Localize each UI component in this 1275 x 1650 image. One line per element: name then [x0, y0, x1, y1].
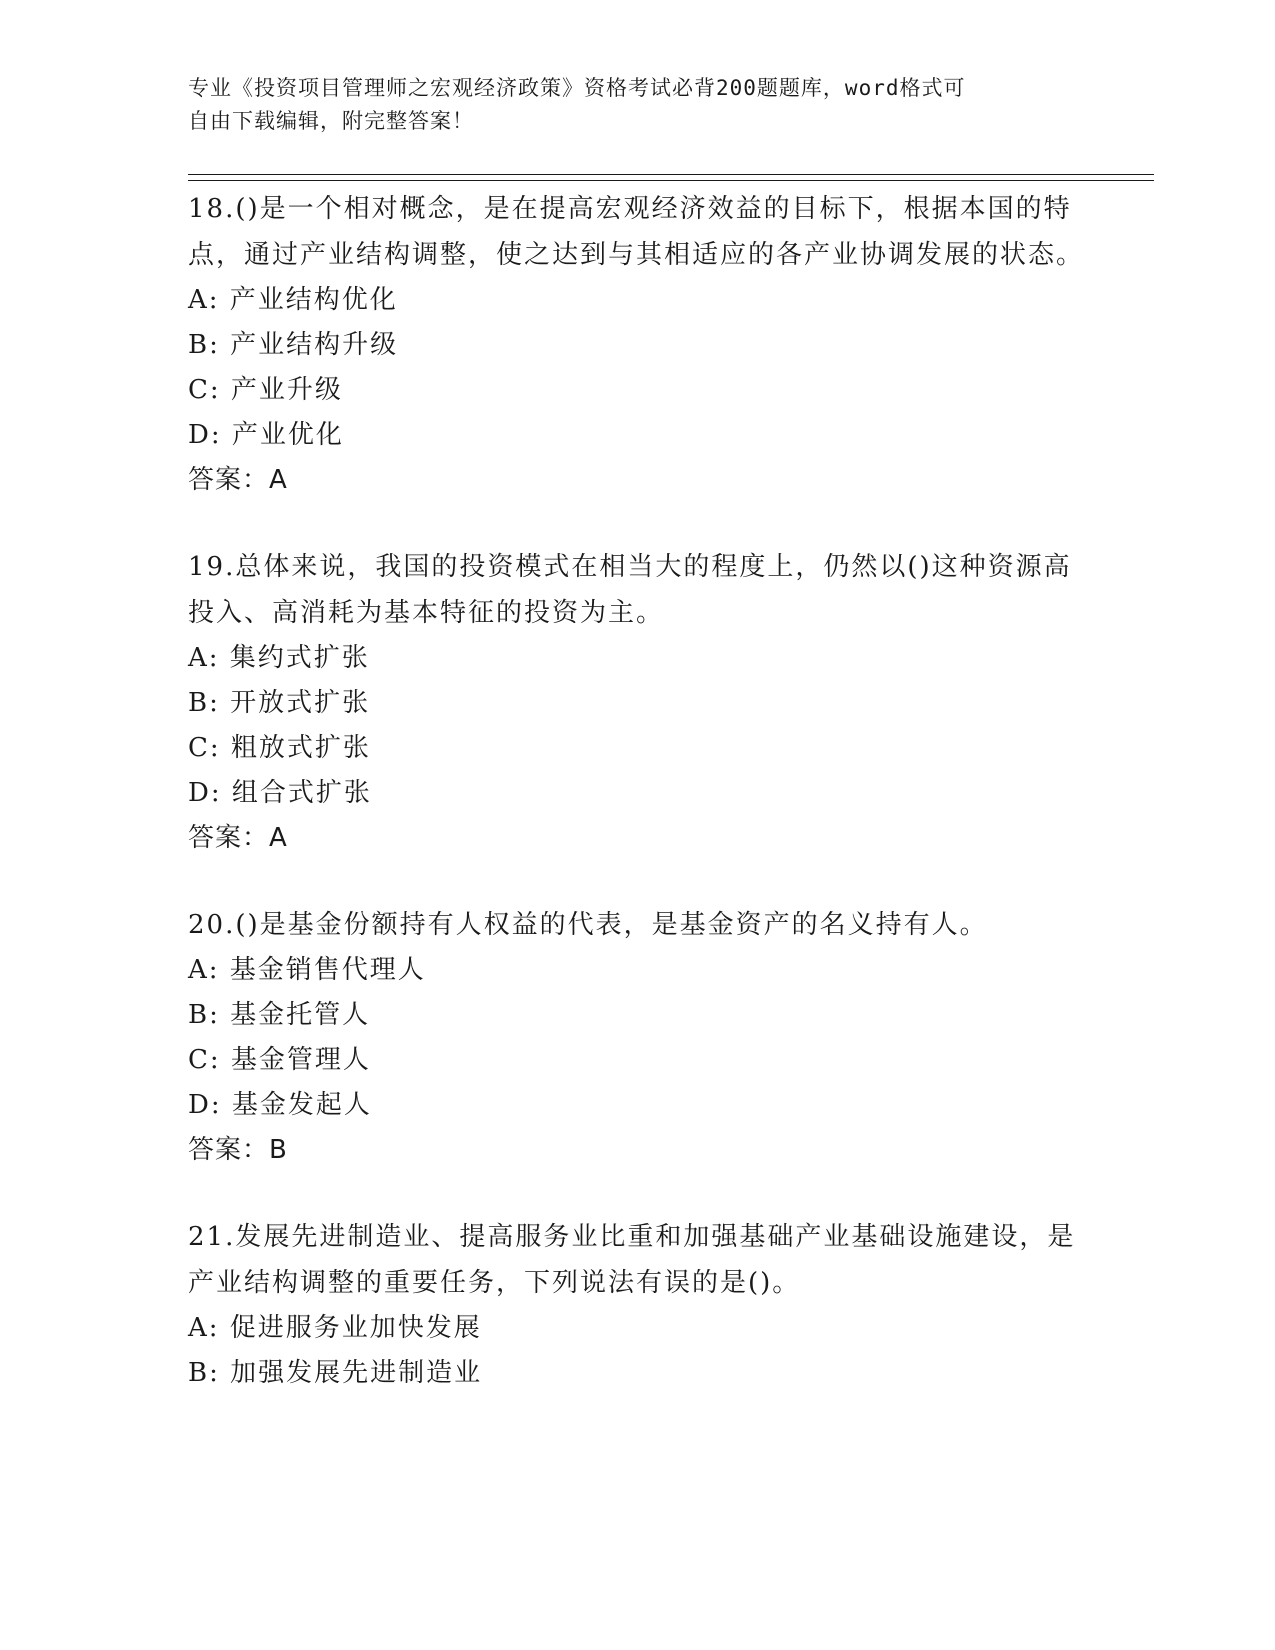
question-stem: ()是一个相对概念，是在提高宏观经济效益的目标下，根据本国的特点，通过产业结构调整，使之达到与其相适应的各产业协调发展的状态。 — [188, 194, 1085, 270]
question-text — [188, 1214, 1088, 1306]
question-19 — [188, 544, 1088, 861]
option-d: D: 组合式扩张 — [188, 778, 372, 808]
option-b: B: 产业结构升级 — [188, 330, 399, 360]
question-number: 18. — [188, 194, 236, 224]
answer-line: 答案：B — [188, 1135, 288, 1165]
question-text — [188, 186, 1088, 278]
question-stem: 总体来说，我国的投资模式在相当大的程度上，仍然以()这种资源高投入、高消耗为基本特征的投资为主。 — [188, 552, 1072, 628]
option-a: A: 集约式扩张 — [188, 643, 370, 673]
option-c: C: 产业升级 — [188, 375, 343, 405]
option-d: D: 产业优化 — [188, 420, 344, 450]
question-18 — [188, 186, 1088, 503]
option-b: B: 基金托管人 — [188, 1000, 371, 1030]
question-number: 19. — [188, 552, 236, 582]
document-header — [188, 72, 1088, 138]
answer-line: 答案：A — [188, 465, 288, 495]
option-a: A: 基金销售代理人 — [188, 955, 426, 985]
option-c: C: 粗放式扩张 — [188, 733, 371, 763]
option-b: B: 开放式扩张 — [188, 688, 371, 718]
question-stem: 发展先进制造业、提高服务业比重和加强基础产业基础设施建设，是产业结构调整的重要任务，下列说法有误的是()。 — [188, 1222, 1076, 1298]
option-a: A: 产业结构优化 — [188, 285, 398, 315]
question-stem: ()是基金份额持有人权益的代表，是基金资产的名义持有人。 — [235, 910, 988, 940]
question-21 — [188, 1214, 1088, 1396]
option-a: A: 促进服务业加快发展 — [188, 1313, 482, 1343]
option-c: C: 基金管理人 — [188, 1045, 371, 1075]
question-list — [188, 186, 1088, 1437]
header-divider-bottom — [188, 180, 1154, 181]
header-line-2: 自由下载编辑，附完整答案！ — [188, 109, 474, 133]
header-line-1: 专业《投资项目管理师之宏观经济政策》资格考试必背200题题库，word格式可 — [188, 76, 966, 100]
header-divider-top — [188, 174, 1154, 175]
question-number: 21. — [188, 1222, 236, 1252]
question-20 — [188, 902, 1088, 1173]
question-text — [188, 544, 1088, 636]
answer-line: 答案：A — [188, 823, 288, 853]
question-text — [188, 902, 1088, 948]
question-number: 20. — [188, 910, 236, 940]
option-d: D: 基金发起人 — [188, 1090, 372, 1120]
option-b: B: 加强发展先进制造业 — [188, 1358, 483, 1388]
